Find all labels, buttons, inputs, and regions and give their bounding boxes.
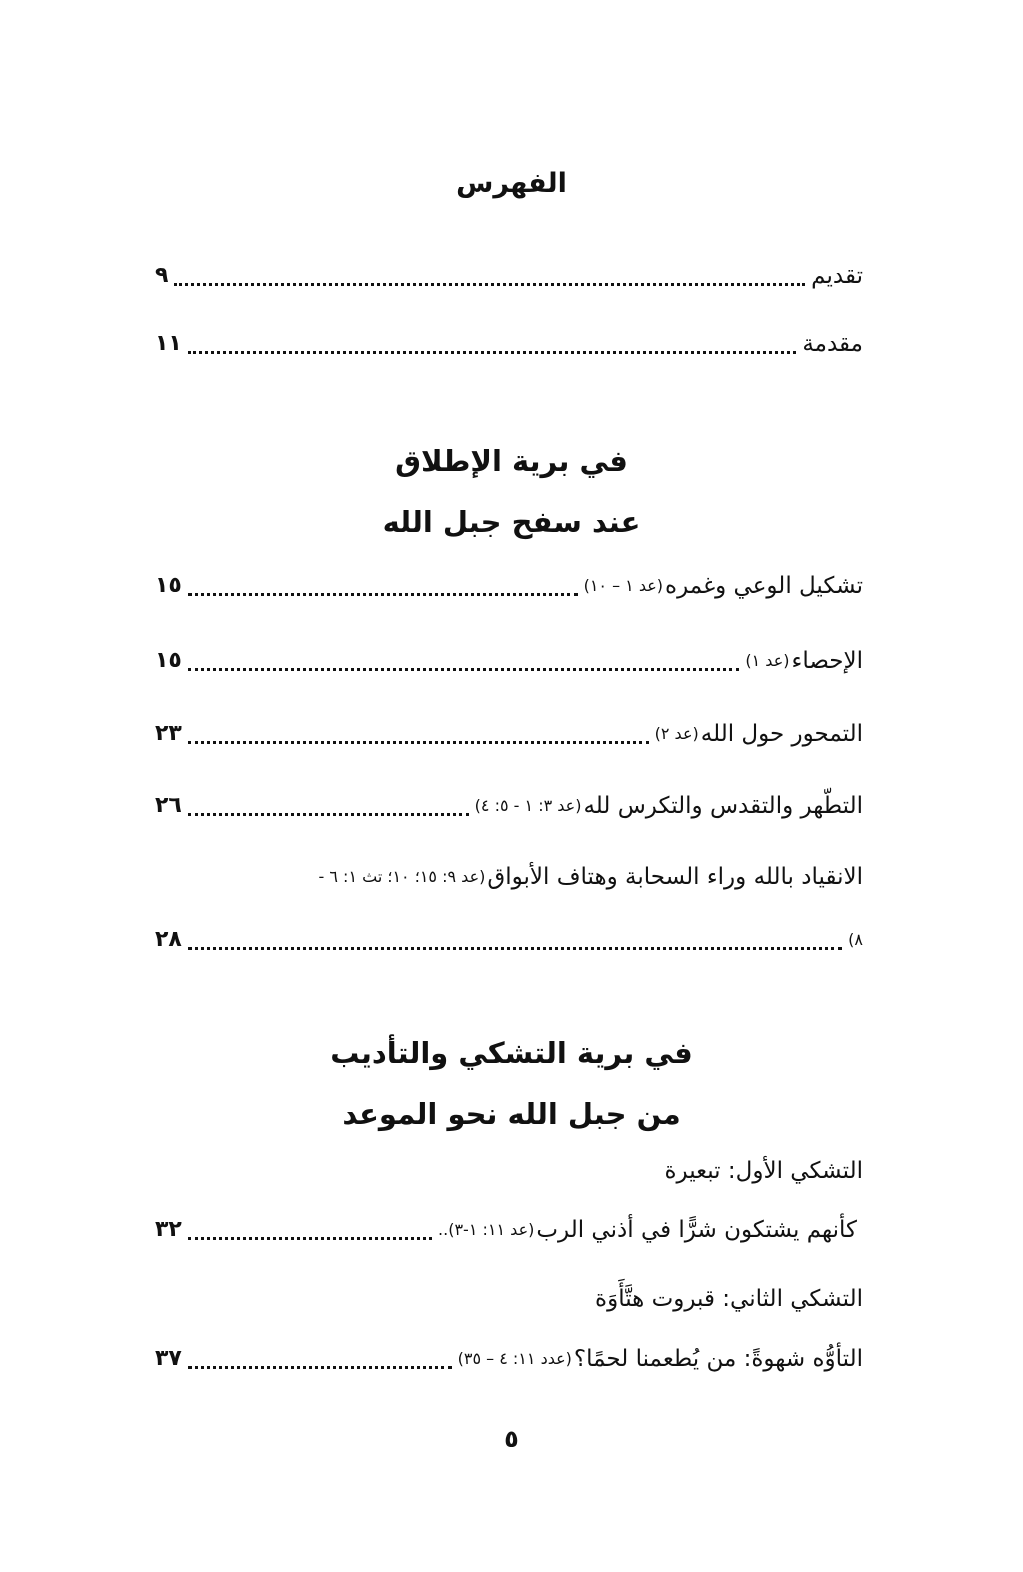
dot-leader (188, 812, 469, 816)
toc-entry-label: تشكيل الوعي وغمره (665, 573, 863, 599)
toc-entry-page: ٣٧ (155, 1346, 182, 1371)
toc-entry[interactable] (155, 641, 863, 681)
toc-entry[interactable] (155, 256, 863, 296)
toc-entry-reference: (عد ٩: ١٥؛ ١٠؛ تث ١: ٦ - (318, 867, 486, 886)
toc-entry-multiline[interactable] (155, 857, 863, 897)
dot-leader (188, 740, 649, 744)
dot-leader (188, 667, 740, 671)
dot-leader (188, 1236, 432, 1240)
toc-entry-reference: (عد ١١: ١-٣).. (438, 1220, 535, 1239)
toc-entry-label: الإحصاء (791, 648, 863, 674)
toc-entry-label: كأنهم يشتكون شرًّا في أذني الرب (536, 1217, 857, 1243)
toc-entry-label: التأوُّه شهوةً: من يُطعمنا لحمًا؟ (573, 1346, 863, 1372)
toc-entry-reference: (عد ٢) (654, 724, 699, 743)
section-subheading: من جبل الله نحو الموعد (342, 1097, 681, 1131)
dot-leader (188, 1365, 452, 1369)
toc-entry-label: تقديم (811, 263, 863, 289)
group-heading: التشكي الثاني: قبروت هتَّأَوَة (595, 1286, 863, 1312)
section-heading: في برية التشكي والتأديب (330, 1036, 693, 1070)
toc-entry[interactable] (155, 566, 863, 606)
toc-entry[interactable] (155, 1210, 863, 1250)
section-heading: في برية الإطلاق (395, 444, 628, 478)
toc-entry-reference: (عدد ١١: ٤ – ٣٥) (457, 1349, 572, 1368)
group-heading: التشكي الأول: تبعيرة (664, 1158, 863, 1184)
page-number: ٥ (504, 1425, 519, 1453)
section-subheading: عند سفح جبل الله (382, 505, 641, 539)
toc-entry-label: التطّهر والتقدس والتكرس لله (583, 793, 863, 819)
toc-entry-reference: (عد ٣: ١ - ٥: ٤) (474, 796, 582, 815)
toc-entry-label: التمحور حول الله (700, 721, 863, 747)
page-title: الفهرس (456, 168, 567, 199)
toc-entry-label: مقدمة (802, 331, 863, 357)
toc-entry-page: ١٥ (155, 648, 182, 673)
dot-leader (188, 592, 578, 596)
toc-entry-page: ٢٣ (155, 721, 182, 746)
toc-entry-reference-continued: ٨) (848, 930, 863, 949)
toc-entry-page: ٢٨ (155, 927, 182, 952)
toc-entry[interactable] (155, 1339, 863, 1379)
toc-entry-label: الانقياد بالله وراء السحابة وهتاف الأبواق (487, 864, 863, 890)
toc-entry-continuation[interactable] (155, 920, 863, 960)
toc-entry-page: ٢٦ (155, 793, 182, 818)
toc-entry-page: ٩ (155, 263, 169, 288)
toc-entry-page: ١٥ (155, 573, 182, 598)
dot-leader (188, 946, 842, 950)
toc-entry-reference: (عد ١) (745, 651, 790, 670)
toc-entry[interactable] (155, 324, 863, 364)
dot-leader (174, 282, 805, 286)
toc-entry[interactable] (155, 786, 863, 826)
dot-leader (188, 350, 796, 354)
toc-entry-page: ٣٢ (155, 1217, 182, 1242)
toc-entry-reference: (عد ١ – ١٠) (583, 576, 664, 595)
toc-entry[interactable] (155, 714, 863, 754)
toc-entry-page: ١١ (155, 331, 182, 356)
